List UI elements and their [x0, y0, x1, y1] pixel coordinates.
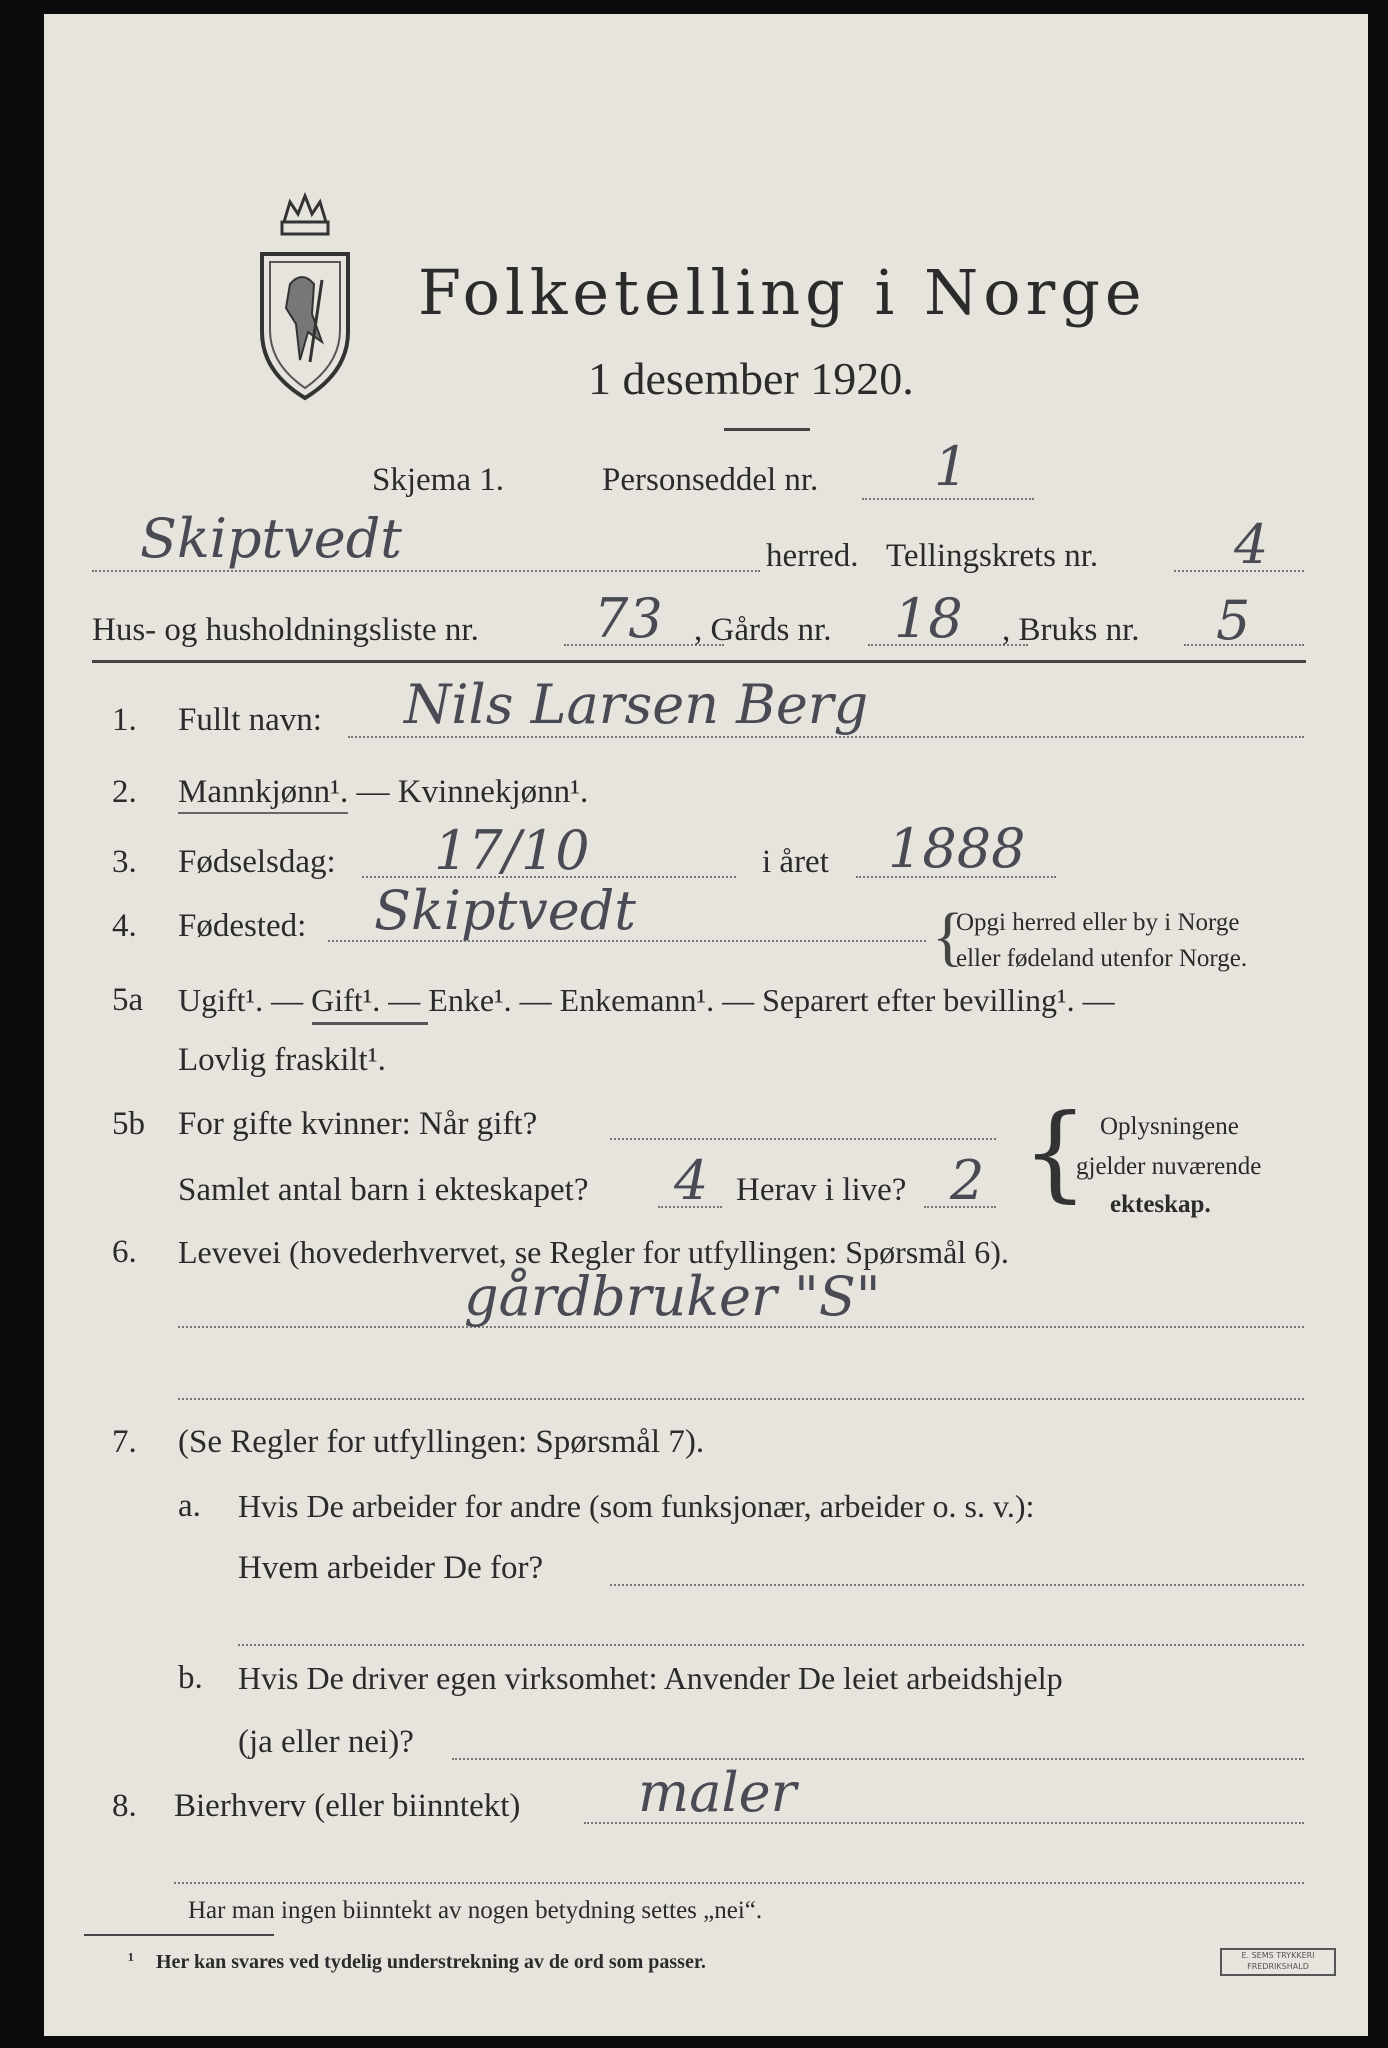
q7-label: (Se Regler for utfyllingen: Spørsmål 7). — [178, 1424, 705, 1460]
q8-number: 8. — [112, 1788, 137, 1824]
q3-year-value[interactable]: 1888 — [888, 817, 1026, 880]
q7a-number: a. — [178, 1488, 201, 1524]
q5b-note-3: ekteskap. — [1110, 1191, 1211, 1218]
q5b-label-2: Samlet antal barn i ekteskapet? — [178, 1172, 589, 1208]
q5b-note-1: Oplysningene — [1100, 1113, 1239, 1140]
q3-year-label: i året — [762, 844, 829, 880]
q1-number: 1. — [112, 702, 137, 738]
q5b-note-2: gjelder nuværende — [1076, 1153, 1262, 1180]
q7-number: 7. — [112, 1424, 137, 1460]
personseddel-value[interactable]: 1 — [934, 435, 969, 498]
q5a-gift-underline — [312, 1022, 428, 1025]
q5b-live-label: Herav i live? — [736, 1172, 907, 1208]
q5b-number: 5b — [112, 1106, 145, 1142]
herred-line — [92, 570, 760, 572]
personseddel-line — [862, 498, 1034, 500]
census-date: 1 desember 1920. — [588, 353, 914, 404]
q4-number: 4. — [112, 908, 137, 944]
footnote-text: Her kan svares ved tydelig understrekning av de ord som passer. — [156, 1951, 706, 1973]
gards-value[interactable]: 18 — [894, 587, 963, 650]
printer-stamp: E. SEMS TRYKKERI FREDRIKSHALD — [1220, 1948, 1336, 1976]
tellingskrets-value[interactable]: 4 — [1234, 513, 1269, 576]
q3-label: Fødselsdag: — [178, 844, 336, 880]
q5a-label: Ugift¹. — Gift¹. — Enke¹. — Enkemann¹. — Separert efter bevilling¹. — — [178, 982, 1115, 1018]
census-form — [44, 14, 1368, 2036]
hus-value[interactable]: 73 — [594, 587, 663, 650]
footnote-separator — [84, 1934, 274, 1936]
q7b-line — [452, 1758, 1304, 1760]
gards-label: , Gårds nr. — [694, 612, 832, 648]
q6-value[interactable]: gårdbruker "S" — [464, 1265, 881, 1328]
q1-line — [348, 736, 1304, 738]
tellingskrets-label: Tellingskrets nr. — [886, 538, 1099, 574]
q8-note: Har man ingen biinntekt av nogen betydning settes „nei“. — [188, 1897, 763, 1924]
herred-value[interactable]: Skiptvedt — [140, 507, 402, 570]
q4-label: Fødested: — [178, 908, 307, 944]
q5b-label: For gifte kvinner: Når gift? — [178, 1106, 538, 1142]
q5b-barn-value[interactable]: 4 — [674, 1149, 709, 1212]
q4-note-2: eller fødeland utenfor Norge. — [956, 945, 1248, 972]
skjema-label: Skjema 1. — [372, 462, 504, 498]
q8-line-2 — [174, 1882, 1304, 1884]
form-title: Folketelling i Norge — [418, 256, 1147, 329]
q8-value[interactable]: maler — [638, 1761, 797, 1824]
q5b-line — [610, 1138, 996, 1140]
q4-note-1: Opgi herred eller by i Norge — [956, 909, 1240, 936]
bruks-value[interactable]: 5 — [1216, 589, 1251, 652]
q5a-number: 5a — [112, 982, 144, 1018]
q7a-line-2 — [238, 1644, 1304, 1646]
herred-label: herred. — [766, 538, 859, 574]
q3-value[interactable]: 17/10 — [434, 819, 590, 882]
footnote-mark: ¹ — [128, 1949, 134, 1971]
q5a-label-2: Lovlig fraskilt¹. — [178, 1042, 386, 1078]
q2-number: 2. — [112, 774, 137, 810]
q8-label: Bierhverv (eller biinntekt) — [174, 1788, 521, 1824]
q6-line-2 — [178, 1398, 1304, 1400]
q7a-label-2: Hvem arbeider De for? — [238, 1550, 544, 1586]
q7b-number: b. — [178, 1660, 203, 1696]
title-rule — [724, 428, 810, 431]
q6-label: Levevei (hovederhvervet, se Regler for utfyllingen: Spørsmål 6). — [178, 1234, 1009, 1270]
q7b-label-2: (ja eller nei)? — [238, 1724, 414, 1760]
q5b-brace: { — [1022, 1091, 1089, 1213]
coat-of-arms-icon — [252, 192, 358, 402]
q7a-label: Hvis De arbeider for andre (som funksjonær, arbeider o. s. v.): — [238, 1488, 1035, 1524]
q7b-label: Hvis De driver egen virksomhet: Anvender De leiet arbeidshjelp — [238, 1660, 1063, 1696]
q4-value[interactable]: Skiptvedt — [374, 879, 636, 942]
q2-label: Mannkjønn¹. — Kvinnekjønn¹. — [178, 774, 589, 810]
q3-number: 3. — [112, 844, 137, 880]
header-separator — [92, 660, 1306, 663]
q1-value[interactable]: Nils Larsen Berg — [404, 673, 869, 736]
q2-underline — [178, 812, 348, 814]
q1-label: Fullt navn: — [178, 702, 322, 738]
q6-number: 6. — [112, 1234, 137, 1270]
q4-brace: { — [932, 900, 964, 973]
hus-label: Hus- og husholdningsliste nr. — [92, 612, 479, 648]
q7a-line-1 — [610, 1584, 1304, 1586]
q5b-live-value[interactable]: 2 — [950, 1149, 985, 1212]
bruks-label: , Bruks nr. — [1002, 612, 1140, 648]
personseddel-label: Personseddel nr. — [602, 462, 819, 498]
